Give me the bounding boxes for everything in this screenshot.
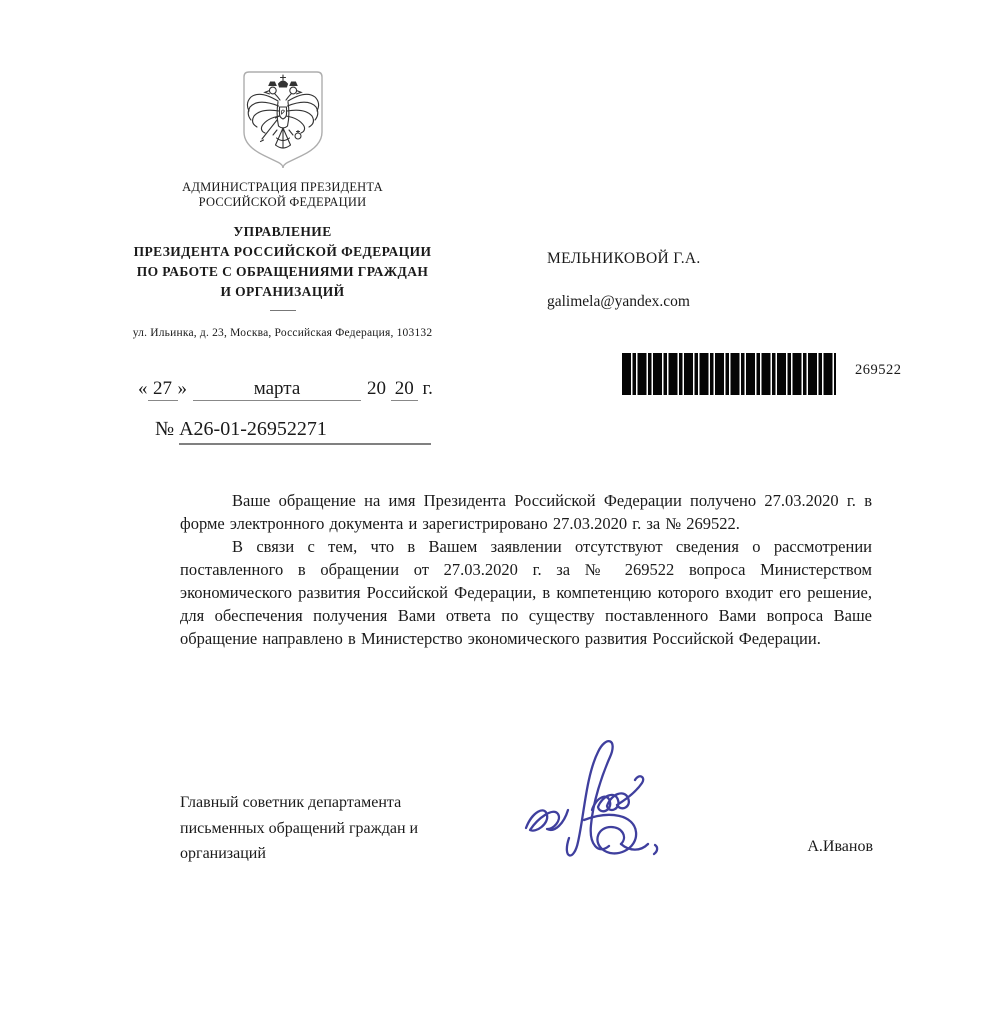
org-line-4: И ОРГАНИЗАЦИЙ bbox=[220, 284, 345, 299]
registration-number: А26-01-26952271 bbox=[179, 418, 431, 445]
org-line-3: ПО РАБОТЕ С ОБРАЩЕНИЯМИ ГРАЖДАН bbox=[136, 264, 429, 279]
parent-org-line-2: РОССИЙСКОЙ ФЕДЕРАЦИИ bbox=[198, 195, 367, 209]
org-line-1: УПРАВЛЕНИЕ bbox=[233, 224, 332, 239]
date-year-unit: г. bbox=[422, 378, 433, 399]
date-year-suffix: 20 bbox=[391, 378, 418, 401]
letterhead bbox=[110, 70, 455, 339]
org-line-2: ПРЕЗИДЕНТА РОССИЙСКОЙ ФЕДЕРАЦИИ bbox=[133, 244, 432, 259]
date-month: марта bbox=[193, 378, 361, 401]
signer-name: А.Иванов bbox=[807, 838, 873, 855]
parent-org-line-1: АДМИНИСТРАЦИЯ ПРЕЗИДЕНТА bbox=[182, 180, 383, 194]
organization-address: ул. Ильинка, д. 23, Москва, Российская Федерация, 103132 bbox=[132, 327, 433, 339]
letterhead-divider bbox=[270, 310, 296, 311]
coat-of-arms-icon bbox=[240, 70, 326, 168]
barcode-number: 269522 bbox=[855, 362, 902, 378]
recipient-email: galimela@yandex.com bbox=[547, 293, 690, 310]
organization-title bbox=[110, 222, 455, 302]
signer-title-line-1: Главный советник департамента bbox=[180, 794, 402, 811]
signer-title-line-2: письменных обращений граждан и bbox=[180, 819, 419, 837]
handwritten-signature bbox=[512, 720, 687, 865]
signer-title-line-3: организаций bbox=[180, 845, 266, 862]
body-paragraph-2: В связи с тем, что в Вашем заявлении отсутствуют сведения о рассмотрении поставленного в обращении от 27.03.2020 г. за № 269522 вопроса Министерством экономического развития Российской Федерации, в компетенцию которого входит его решение, для обеспечения получения Вами ответа по существу поставленного Вами вопроса Ваше обращение направлено в Министерство экономического развития Российской Федерации. bbox=[180, 537, 872, 648]
date-day: 27 bbox=[148, 378, 178, 401]
signer-job-title bbox=[180, 790, 418, 867]
registration-barcode bbox=[622, 353, 836, 395]
registration-number-line bbox=[155, 418, 431, 445]
date-quote-close: » bbox=[177, 378, 187, 399]
date-quote-open: « bbox=[138, 378, 148, 399]
date-line bbox=[138, 378, 433, 401]
parent-organization-title bbox=[110, 180, 455, 210]
recipient-name: МЕЛЬНИКОВОЙ Г.А. bbox=[547, 250, 701, 267]
letter-body bbox=[180, 489, 872, 650]
date-year-prefix: 20 bbox=[367, 378, 386, 399]
number-label: № bbox=[155, 418, 175, 440]
body-paragraph-1: Ваше обращение на имя Президента Российской Федерации получено 27.03.2020 г. в форме электронного документа и зарегистрировано 27.03.2020 г. за № 269522. bbox=[180, 491, 872, 533]
